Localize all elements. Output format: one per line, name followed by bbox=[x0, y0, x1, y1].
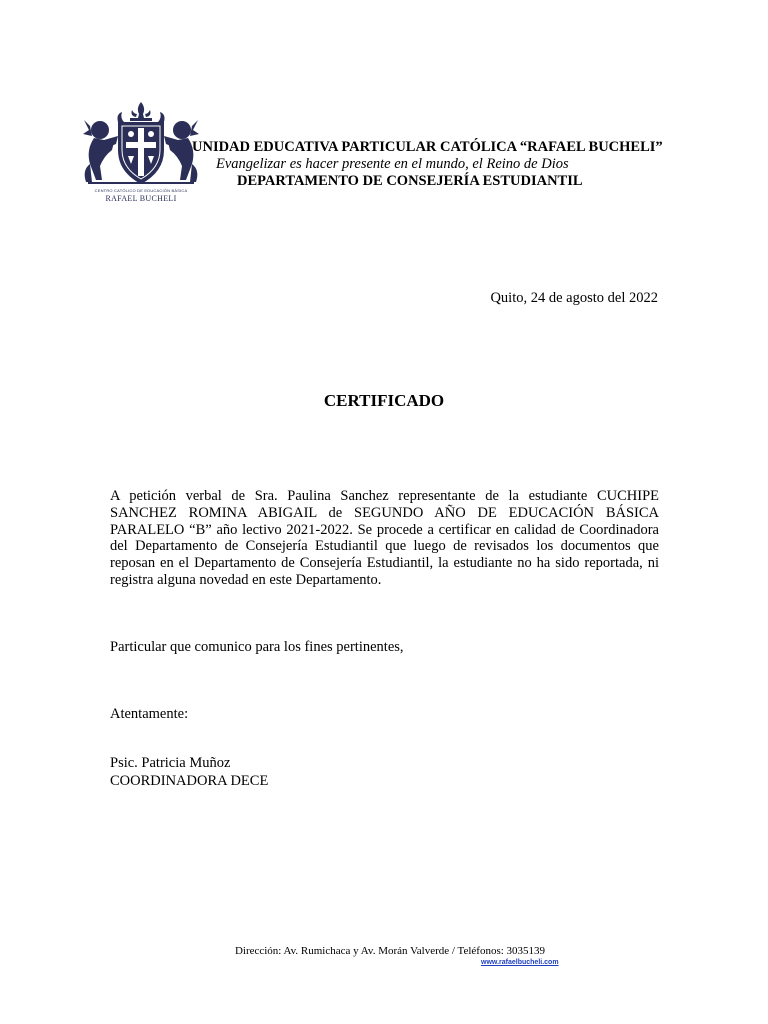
logo-caption: RAFAEL BUCHELI bbox=[105, 194, 177, 203]
logo-caption-small: CENTRO CATÓLICO DE EDUCACIÓN BÁSICA bbox=[94, 188, 188, 193]
fleur-de-lis-icon bbox=[130, 102, 152, 121]
school-name: UNIDAD EDUCATIVA PARTICULAR CATÓLICA “RAFAEL BUCHELI” bbox=[192, 139, 663, 155]
footer-address: Dirección: Av. Rumichaca y Av. Morán Valverde / Teléfonos: 3035139 bbox=[234, 945, 546, 957]
signatory-role: COORDINADORA DECE bbox=[110, 773, 269, 789]
left-lion-icon bbox=[83, 120, 118, 182]
certificate-body: A petición verbal de Sra. Paulina Sanchez representante de la estudiante CUCHIPE SANCHEZ ROMINA ABIGAIL de SEGUNDO AÑO DE EDUCACIÓN BÁSICA PARALELO “B” año lectivo 2021-2022. Se procede a certificar en calidad de Coordinadora del Departamento de Consejería Estudiantil que luego de revisados los documentos que reposan en el Departamento de Consejería Estudiantil, la estudiante no ha sido reportada, ni registra alguna novedad en este Departamento. bbox=[110, 488, 659, 588]
footer-website-link[interactable]: www.rafaelbucheli.com bbox=[481, 959, 559, 966]
school-logo bbox=[80, 100, 202, 208]
document-title: CERTIFICADO bbox=[323, 391, 445, 410]
signatory-name: Psic. Patricia Muñoz bbox=[110, 755, 231, 771]
department-name: DEPARTAMENTO DE CONSEJERÍA ESTUDIANTIL bbox=[237, 173, 583, 189]
school-motto: Evangelizar es hacer presente en el mundo, el Reino de Dios bbox=[216, 156, 569, 172]
document-date: Quito, 24 de agosto del 2022 bbox=[490, 290, 658, 306]
regards-line: Atentamente: bbox=[110, 706, 189, 722]
crest-icon bbox=[80, 100, 202, 188]
closing-line: Particular que comunico para los fines pertinentes, bbox=[110, 639, 404, 655]
